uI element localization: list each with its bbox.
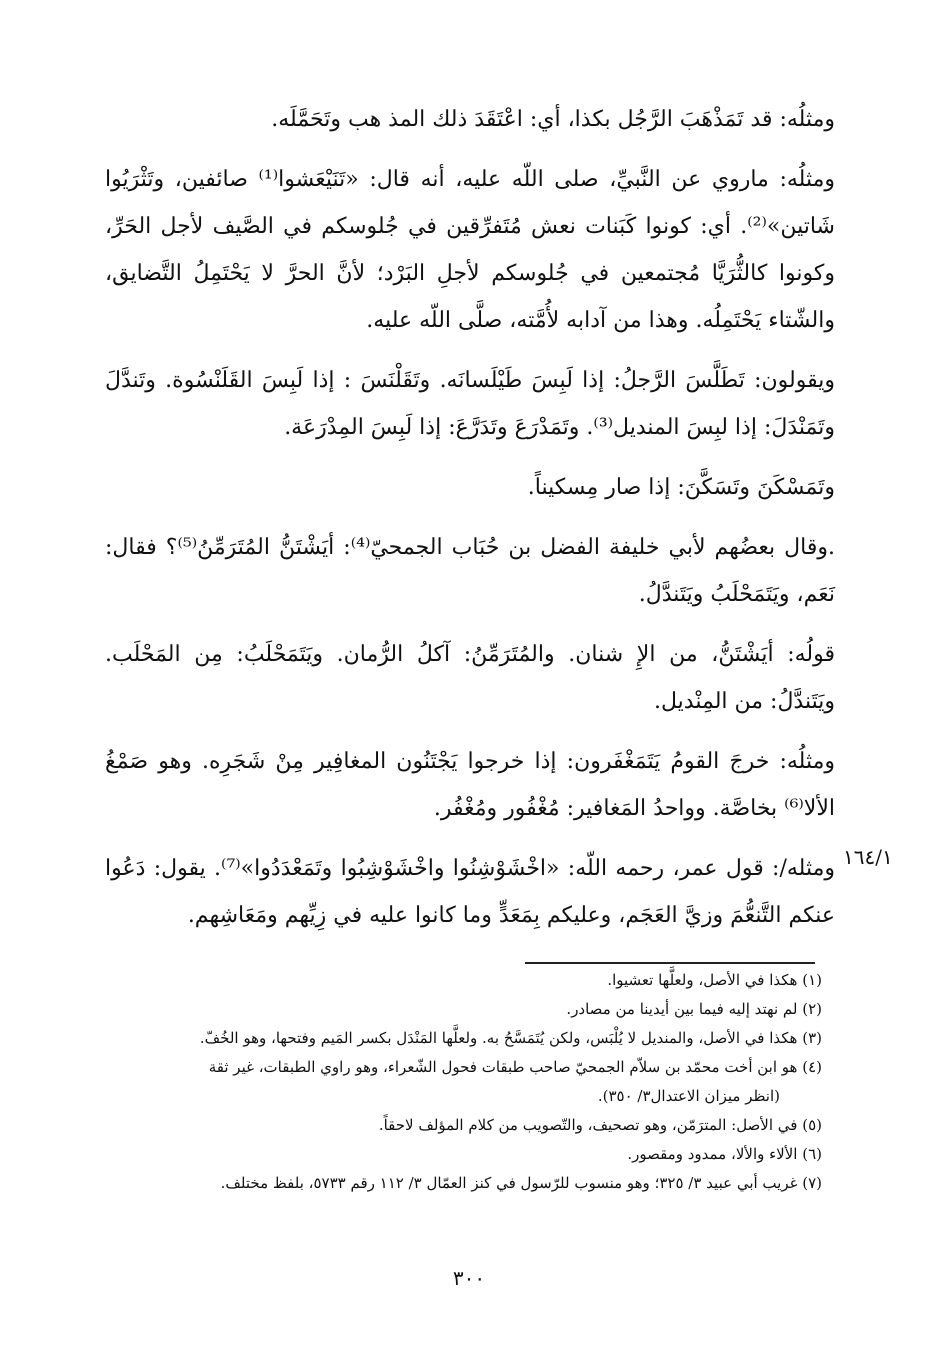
footnote-2: (٢) لم نهتد إليه فيما بين أيدينا من مصادر. [566,1000,822,1018]
paragraph-4: وتَمَسْكَنَ وتَسَكَّنَ: إذا صار مِسكيناً. [527,475,835,500]
main-text [105,96,835,952]
paragraph-2: ومثلُه: ماروي عن النَّبيِّ، صلى اللّه عليه، أنه قال: «تَنَيْعَشوا⁽¹⁾ صائفين، وتَثْرَيُوا شَاتين»⁽²⁾. أي: كونوا كَبَنات نعش مُتَفرِّقين في جُلوسكم في الصَّيف لأجل الحَرِّ، وكونوا كالثُّرَيَّا مُجتمعين في جُلوسكم لأجلِ البَرْد؛ لأنَّ الحرَّ لا يَحْتَمِلُ التَّضايق، والشّتاء يَحْتَمِلُه. وهذا من آدابه لأُمَّته، صلَّى اللّه عليه. [105,167,835,333]
footnote-6: (٦) الألاء والألا، ممدود ومقصور. [627,1145,822,1163]
footnote-5: (٥) في الأصل: المترَمّن، وهو تصحيف، والتّصويب من كلام المؤلف لاحقاً. [378,1116,822,1134]
paragraph-5: .وقال بعضُهم لأبي خليفة الفضل بن حُبَاب الجمحيّ⁽⁴⁾: أيَشْتَنُّ المُتَرَمِّنُ⁽⁵⁾؟ فقال: نَعَم، ويَتَمَحْلَبُ ويَتَندَّلُ. [105,535,835,607]
footnote-4-continuation: (انظر ميزان الاعتدال٣/ ٣٥٠). [597,1087,780,1105]
paragraph-3: ويقولون: تَطَلَّسَ الرَّجلُ: إذا لَبِسَ طَيْلَسانَه. وتَقَلْنَسَ : إذا لَبِسَ القَلَنْسُوة. وتَندَّلَ وتَمَنْدَلَ: إذا لبِسَ المنديل⁽³⁾. وتَمَدْرَعَ وتَدَرَّعَ: إذا لَبِسَ المِدْرَعَة. [105,368,835,440]
paragraph-1: ومثلُه: قد تَمَذْهَبَ الرَّجُل بكذا، أي: اعْتَقَدَ ذلك المذ هب وتَحَمَّلَه. [271,107,835,132]
folio-margin-note: ١٦٤/١ [843,845,893,869]
footnote-divider [525,962,815,964]
page-number: ٣٠٠ [452,1266,486,1290]
paragraph-8: ومثله/: قول عمر، رحمه اللّه: «اخْشَوْشِنُوا واخْشَوْشِبُوا وتَمَعْدَدُوا»⁽⁷⁾. يقول: دَعُوا عنكم التَّنعُّمَ وزيَّ العَجَم، وعليكم بِمَعَدٍّ وما كانوا عليه في زِيِّهم ومَعَاشِهم. [105,856,835,928]
paragraph-6: قولُه: أيَشْتَنُّ، من الإِ شنان. والمُتَرَمِّنُ: آكلُ الرُّمان. ويَتَمَحْلَبُ: مِن المَحْلَب. ويَتَندَّلُ: من المِنْديل. [105,642,835,714]
footnote-3: (٣) هكذا في الأصل، والمنديل لا يُلْبَس، ولكن يُتَمَسَّحُ به. ولعلَّها المَنْدَل بكسر المَيم وفتحها، وهو الخُفّ. [199,1029,822,1047]
footnote-1: (١) هكذا في الأصل، ولعلَّها تعشيوا. [607,971,822,989]
footnotes [110,970,822,1202]
footnote-7: (٧) غريب أبي عبيد ٣/ ٣٢٥؛ وهو منسوب للرّسول في كنز العمّال ٣/ ١١٢ رقم ٥٧٣٣، بلفظ مختلف. [220,1174,822,1192]
paragraph-7: ومثلُه: خرجَ القومُ يَتَمَغْفَرون: إذا خرجوا يَجْتَنُون المغافِير مِنْ شَجَرِه. وهو صَمْغُ الألا⁽⁶⁾ بخاصَّة. وواحدُ المَغافير: مُغْفُور ومُغْفُر. [105,749,835,821]
footnote-4: (٤) هو ابن أخت محمّد بن سلاّم الجمحيّ صاحب طبقات فحول الشّعراء، وهو راوي الطبقات، غير ثقة [208,1058,822,1076]
